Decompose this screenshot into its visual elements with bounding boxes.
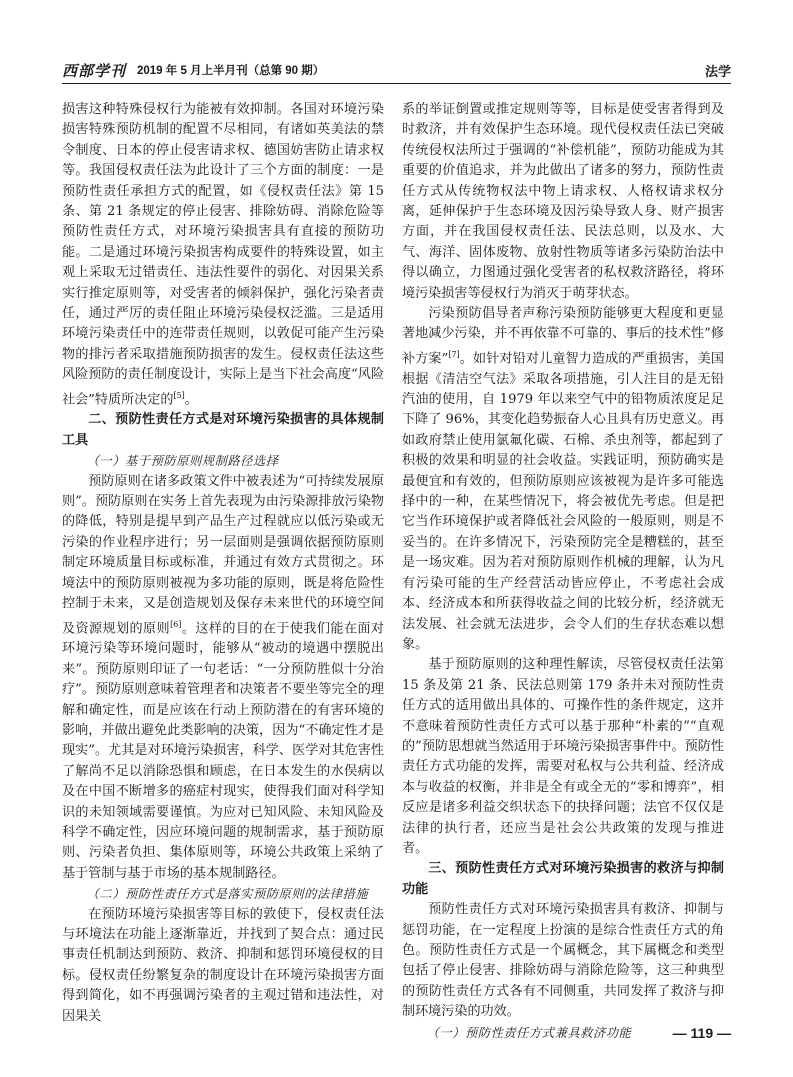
text: 。 — [184, 392, 198, 408]
paragraph: 在预防环境污染损害等目标的敦使下，侵权责任法与环境法在功能上逐渐靠近，并找到了契合点：通过民事责任机制达到预防、救济、抑制和惩罚环境侵权的目标。侵权责任纷繁复杂的制度设计在环境污染损害方面得到简化，如不再强调污染者的主观过错和违法性，对因果关 — [62, 906, 384, 1024]
paragraph: 系的举证倒置或推定规则等等，目标是使受害者得到及时救济，并有效保护生态环境。现代侵权责任法已突破传统侵权法所过于强调的“补偿机能”，预防功能成为其重要的价值追求，并为此做出了诸多的努力，预防性责任方式从传统物权法中物上请求权、人格权请求权分离，延伸保护于生态环境及因污染导致人身、财产损害方面，并在我国侵权责任法、民法总则，以及水、大气、海洋、固体废物、放射性物质等诸多污染防治法中得以确立，力图通过强化受害者的私权救济路径，将环境污染损害等侵权行为消灭于萌芽状态。 — [402, 102, 724, 301]
subsection-heading: （一）预防性责任方式兼具救济功能 — [426, 1025, 632, 1040]
paragraph — [402, 304, 724, 655]
text: 损害这种特殊侵权行为能被有效抑制。各国对环境污染损害特殊预防机制的配置不尽相同，有诸如英美法的禁令制度、日本的停止侵害请求权、德国妨害防止请求权等。我国侵权责任法为此设计了三个方面的制度：一是预防性责任承担方式的配置，如《侵权责任法》第 15 条、第 21 条规定的停止侵害、排除妨碍、消除危险等预防性责任方式，对环境污染损害具有直接的预防功能。二是通过环境污染损害构成要件的特殊设置，如主观上采取无过错责任、违法性要件的弱化、对因果关系实行推定原则等，对受害者的倾斜保护，强化污染者责任，通过严厉的责任阻止环境污染侵权泛滥。三是适用环境污染责任中的连带责任规则，以敦促可能产生污染物的排污者采取措施预防损害的发生。侵权责任法这些风险预防的责任制度设计，实际上是当下社会高度“风险社会”特质所决定的 — [62, 102, 384, 408]
paragraph — [62, 472, 384, 884]
paragraph: 基于预防原则的这种理性解读，尽管侵权责任法第 15 条及第 21 条、民法总则第 179 条并未对预防性责任方式的适用做出具体的、可操作性的条件规定，这并不意味着预防性责任方式可以基于那种“朴素的”“直观的”预防思想就当然适用于环境污染损害事件中。预防性责任方式功能的发挥，需要对私权与公共利益、经济成本与收益的权衡，并非是全有或全无的“零和博弈”，相反应是诸多利益交织状态下的抉择问题；法官不仅仅是法律的执行者，还应当是社会公共政策的发现与推进者。 — [402, 657, 724, 856]
text: 预防原则在诸多政策文件中被表述为“可持续发展原则”。预防原则在实务上首先表现为由污染源排放污染物的降低，特别是提早到产品生产过程就应以低污染或无污染的作业程序进行；另一层面则是强调依据预防原则制定环境质量目标或标准，并通过有效方式贯彻之。环境法中的预防原则被视为多功能的原则，既是将危险性控制于未来，又是创造规划及保存未来世代的环境空间及资源规划的原则 — [62, 473, 384, 636]
paragraph: 预防性责任方式对环境污染损害具有救济、抑制与惩罚功能，在一定程度上扮演的是综合性责任方式的角色。预防性责任方式是一个属概念，其下属概念和类型包括了停止侵害、排除妨碍与消除危险等，这三种典型的预防性责任方式各有不同侧重，共同发挥了救济与抑制环境污染的功效。 — [402, 902, 724, 1020]
citation: [7] — [448, 349, 460, 359]
right-column — [402, 100, 724, 1043]
section-heading: 二、预防性责任方式是对环境污染损害的具体规制工具 — [62, 412, 384, 448]
page-number: — 119 — — [672, 1025, 731, 1041]
left-column — [62, 100, 384, 1027]
issue-info: 2019 年 5 月上半月刊（总第 90 期） — [137, 65, 325, 77]
subsection-heading: （一）基于预防原则规制路径选择 — [86, 454, 279, 469]
subsection-heading: （二）预防性责任方式是落实预防原则的法律措施 — [86, 887, 369, 902]
section-label: 法学 — [704, 64, 731, 79]
journal-name: 西部学刊 — [62, 62, 127, 80]
text: 污染预防倡导者声称污染预防能够更大程度和更显著地减少污染，并不再依靠不可靠的、事后的技术性“修补方案” — [402, 306, 724, 367]
header-rule — [62, 83, 731, 84]
citation: [5] — [173, 390, 185, 400]
text: 。这样的目的在于使我们能在面对环境污染等环境问题时，能够从“被动的境遇中摆脱出来”。预防原则印证了一句老话：“一分预防胜似十分治疗”。预防原则意味着管理者和决策者不要坐等完全的理解和确定性，而是应该在行动上预防潜在的有害环境的影响，并做出避免此类影响的决策，因为“不确定性才是现实”。尤其是对环境污染损害，科学、医学对其危害性了解尚不足以消除恐惧和顾虑，在日本发生的水俣病以及在中国不断增多的癌症村现实，使得我们面对科学知识的未知领域需要谨慎。为应对已知风险、未知风险及科学不确定性，因应环境问题的规制需求，基于预防原则、污染者负担、集体原则等，环境公共政策上采纳了基于管制与基于市场的基本规制路径。 — [62, 620, 385, 881]
section-heading: 三、预防性责任方式对环境污染损害的救济与抑制功能 — [402, 861, 724, 897]
running-header — [62, 56, 731, 82]
paragraph — [62, 100, 384, 410]
text: 。如针对铅对儿童智力造成的严重损害，美国根据《清洁空气法》采取各项措施，引人注目的是无铅汽油的使用，自 1979 年以来空气中的铅物质浓度足足下降了 96%，其变化趋势振奋人心且具有历史意义。再如政府禁止使用氯氟化碳、石棉、杀虫剂等，都起到了积极的效果和明显的社会收益。实践证明，预防确实是最便宜和有效的，但预防原则应该被视为是许多可能选择中的一种，在某些情况下，将会被优先考虑。但是把它当作环境保护或者降低社会风险的一般原则，则是不妥当的。在许多情况下，污染预防完全是糟糕的，甚至是一场灾难。因为若对预防原则作机械的理解，认为凡有污染可能的生产经营活动皆应停止，不考虑社会成本、经济成本和所获得收益之间的比较分析，经济就无法发展、社会就无法进步，会令人们的生存状态难以想象。 — [402, 351, 724, 652]
citation: [6] — [170, 619, 182, 629]
